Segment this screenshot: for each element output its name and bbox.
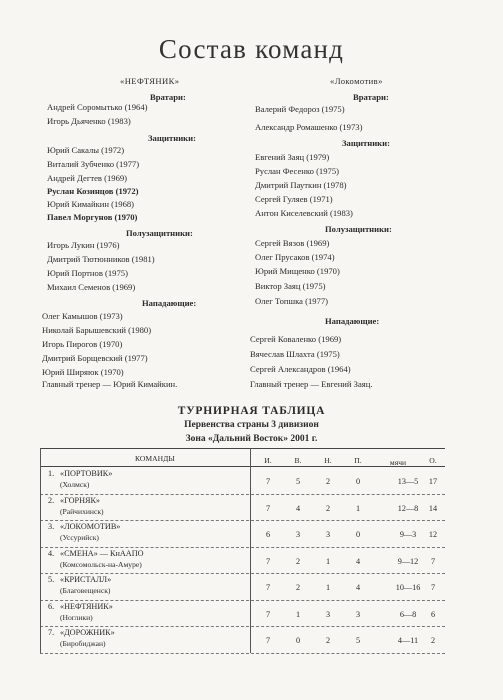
player: Дмитрий Борщевский (1977): [42, 353, 148, 363]
player: Игорь Лукин (1976): [47, 240, 120, 250]
table-divider: [250, 448, 251, 653]
player: Александр Ромашенко (1973): [255, 122, 363, 132]
player: Юрий Кимайкин (1968): [47, 199, 135, 209]
row-team-name: «ПОРТОВИК»: [60, 469, 113, 478]
row-team-city: (Райчихинск): [60, 506, 104, 516]
row-goals: 10—16: [395, 583, 421, 592]
player: Сергей Вязов (1969): [255, 238, 330, 248]
header-losses: П.: [354, 456, 362, 465]
section-label: Защитники:: [148, 133, 196, 143]
team-name-right: «Локомотив»: [330, 76, 383, 86]
player: Юрий Сакалы (1972): [47, 145, 125, 155]
header-games: И.: [264, 456, 272, 465]
player: Олег Топшка (1977): [255, 296, 329, 306]
row-divider: [40, 494, 445, 495]
header-goals: мячи: [389, 458, 407, 467]
table-border-top: [40, 448, 445, 449]
player: Юрий Мищенко (1970): [255, 266, 340, 276]
player: Павел Моргунов (1970): [47, 212, 138, 222]
row-points: 14: [428, 503, 438, 513]
player: Руслан Фесенко (1975): [255, 166, 339, 176]
row-w: 4: [295, 503, 301, 513]
section-label: Нападающие:: [142, 298, 197, 308]
table-border-left: [40, 448, 41, 653]
player: Андрей Дегтев (1969): [47, 173, 128, 183]
player: Антон Киселевский (1983): [255, 208, 353, 218]
row-goals: 6—8: [399, 609, 417, 619]
section-label: Вратари:: [353, 92, 389, 102]
section-label: Полузащитники:: [325, 224, 392, 234]
row-g: 7: [265, 477, 271, 486]
row-d: 2: [325, 636, 331, 645]
row-g: 7: [265, 636, 271, 645]
row-l: 0: [355, 530, 361, 539]
header-teams: КОМАНДЫ: [135, 454, 175, 463]
row-w: 2: [295, 556, 301, 566]
player: Юрий Портнов (1975): [47, 268, 128, 278]
row-d: 2: [325, 477, 331, 486]
row-w: 2: [295, 583, 301, 592]
player: Сергей Коваленко (1969): [250, 334, 342, 344]
row-divider: [40, 520, 445, 521]
row-team-name: «НЕФТЯНИК»: [60, 601, 113, 611]
row-team-name: «ДОРОЖНИК»: [60, 628, 115, 637]
row-l: 4: [355, 583, 361, 592]
section-label: Полузащитники:: [126, 228, 193, 238]
row-g: 7: [265, 503, 271, 513]
table-subtitle: Зона «Дальний Восток» 2001 г.: [185, 434, 318, 444]
player: Михаил Семенов (1969): [47, 282, 136, 292]
player: Андрей Соромытько (1964): [47, 102, 148, 112]
player: Виталий Зубченко (1977): [47, 159, 140, 169]
player: Руслан Козинцов (1972): [47, 186, 139, 196]
row-points: 7: [430, 556, 436, 566]
row-points: 2: [430, 636, 436, 645]
row-l: 4: [355, 556, 361, 566]
row-team-city: (Уссурийск): [60, 533, 99, 542]
row-d: 1: [325, 583, 331, 592]
row-number: 2.: [48, 495, 55, 505]
row-divider: [40, 626, 445, 627]
row-points: 12: [428, 530, 438, 539]
row-d: 3: [325, 530, 331, 539]
row-g: 7: [265, 609, 271, 619]
player: Игорь Пирогов (1970): [42, 339, 123, 349]
row-w: 0: [295, 636, 301, 645]
row-team-name: «ЛОКОМОТИВ»: [60, 522, 121, 531]
row-w: 1: [295, 609, 301, 619]
row-l: 1: [355, 503, 361, 513]
row-goals: 9—12: [397, 556, 419, 566]
player: Юрий Ширяюк (1970): [42, 367, 124, 377]
section-label: Вратари:: [150, 92, 186, 102]
row-d: 1: [325, 556, 331, 566]
row-l: 0: [355, 477, 361, 486]
row-number: 3.: [48, 522, 55, 531]
row-divider: [40, 600, 445, 601]
row-number: 5.: [48, 575, 55, 584]
row-divider: [40, 653, 445, 654]
header-points: О.: [429, 456, 437, 465]
table-title: ТУРНИРНАЯ ТАБЛИЦА: [177, 405, 326, 417]
header-draws: Н.: [324, 456, 332, 465]
row-number: 4.: [48, 548, 55, 558]
row-team-city: (Комсомольск-на-Амуре): [60, 559, 142, 569]
row-g: 6: [265, 530, 271, 539]
player: Виктор Заяц (1975): [255, 281, 326, 291]
player: Дмитрий Пауткин (1978): [255, 180, 347, 190]
row-goals: 9—3: [399, 530, 417, 539]
row-w: 3: [295, 530, 301, 539]
player: Сергей Александров (1964): [250, 364, 351, 374]
row-team-name: «КРИСТАЛЛ»: [60, 575, 112, 584]
player: Валерий Федороз (1975): [255, 104, 345, 114]
row-goals: 13—5: [397, 477, 419, 486]
player: Олег Прусаков (1974): [255, 252, 335, 262]
row-team-city: (Благовещенск): [60, 586, 111, 595]
player: Сергей Гуляев (1971): [255, 194, 333, 204]
row-number: 7.: [48, 628, 55, 637]
row-divider: [40, 573, 445, 574]
player: Олег Камышов (1973): [42, 311, 123, 321]
row-d: 3: [325, 609, 331, 619]
row-l: 3: [355, 609, 361, 619]
coach-line: Главный тренер — Юрий Кимайкин.: [42, 379, 178, 389]
player: Дмитрий Тютюнников (1981): [47, 254, 155, 264]
row-number: 1.: [48, 469, 55, 478]
row-divider: [40, 547, 445, 548]
table-header-rule: [40, 466, 445, 467]
row-g: 7: [265, 583, 271, 592]
player: Вячеслав Шлахта (1975): [250, 349, 340, 359]
row-team-city: (Холмск): [60, 480, 90, 489]
row-points: 17: [428, 477, 438, 486]
row-g: 7: [265, 556, 271, 566]
row-d: 2: [325, 503, 331, 513]
section-label: Защитники:: [342, 138, 390, 148]
team-name-left: «НЕФТЯНИК»: [120, 76, 180, 86]
row-points: 6: [430, 609, 436, 619]
row-points: 7: [430, 583, 436, 592]
row-team-name: «ГОРНЯК»: [60, 495, 101, 505]
row-w: 5: [295, 477, 301, 486]
coach-line: Главный тренер — Евгений Заяц.: [250, 379, 373, 389]
header-wins: В.: [294, 456, 302, 465]
row-team-name: «СМЕНА» — КнААПО: [60, 548, 144, 558]
row-team-city: (Биробиджан): [60, 639, 106, 648]
table-subtitle: Первенства страны 3 дивизион: [184, 420, 319, 430]
player: Евгений Заяц (1979): [255, 152, 330, 162]
player: Николай Барышевский (1980): [42, 325, 152, 335]
section-label: Нападающие:: [325, 316, 380, 326]
page-title: Состав команд: [158, 34, 345, 64]
row-goals: 4—11: [397, 636, 419, 645]
player: Игорь Дьяченко (1983): [47, 116, 131, 126]
row-l: 5: [355, 636, 361, 645]
row-team-city: (Ноглики): [60, 612, 93, 622]
row-number: 6.: [48, 601, 55, 611]
row-goals: 12—8: [397, 503, 419, 513]
